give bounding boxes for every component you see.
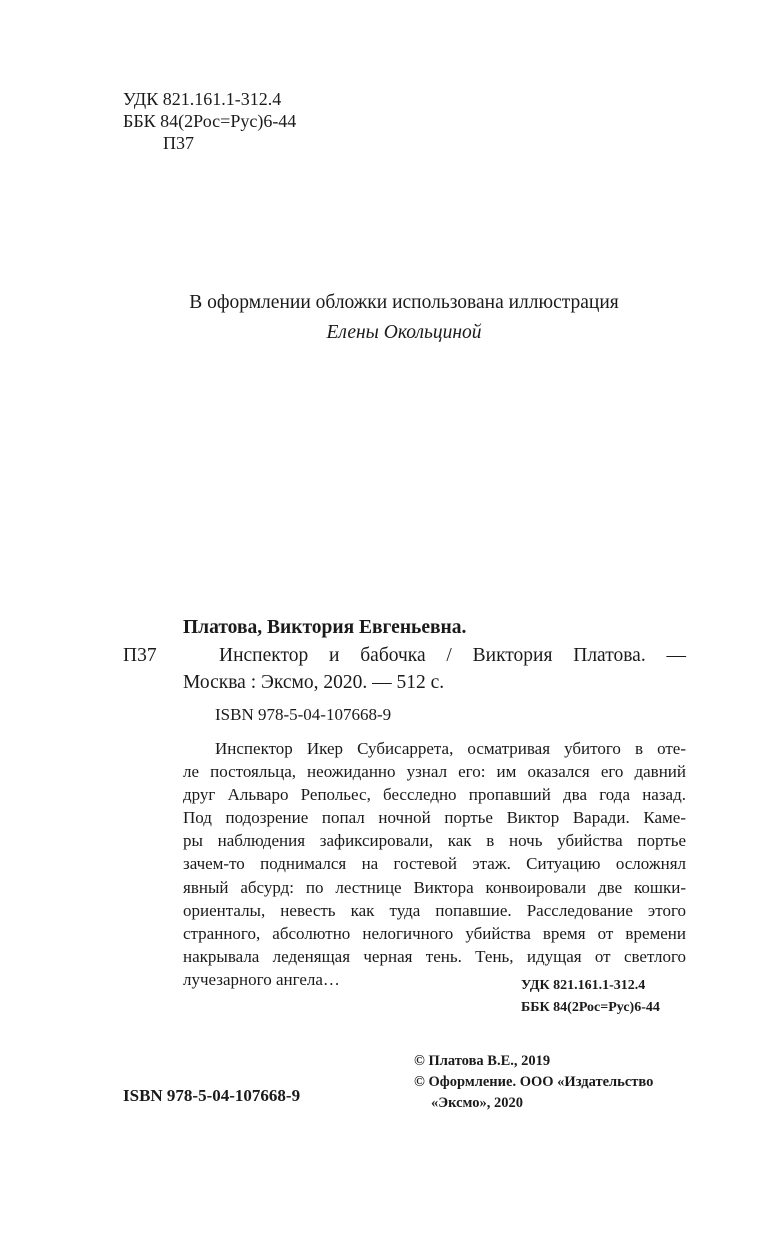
annotation-line: странного, абсолютно нелогичного убийства время от времени bbox=[183, 923, 686, 943]
udk-code-bottom: УДК 821.161.1-312.4 bbox=[521, 978, 646, 993]
annotation-line: лучезарного ангела… bbox=[183, 969, 340, 989]
copyright-design: © Оформление. ООО «Издательство bbox=[414, 1074, 654, 1090]
annotation-line: ле постояльца, неожиданно узнал его: им оказался его давний bbox=[183, 762, 686, 782]
annotation-line: Инспектор Икер Субисаррета, осматривая убитого в оте- bbox=[215, 739, 686, 758]
isbn-catalog: ISBN 978-5-04-107668-9 bbox=[215, 705, 392, 724]
illustration-credit bbox=[0, 288, 768, 348]
classification-codes-top bbox=[123, 88, 296, 154]
illustrator-name: Елены Окольциной bbox=[326, 322, 482, 343]
author-mark: П37 bbox=[163, 133, 194, 153]
book-title-line bbox=[183, 645, 686, 667]
isbn-bottom: ISBN 978-5-04-107668-9 bbox=[123, 1086, 301, 1105]
classification-codes-bottom bbox=[521, 975, 660, 1019]
annotation-paragraph bbox=[183, 737, 686, 991]
annotation-line: зачем-то поднимался на гостевой этаж. Ситуацию осложнял bbox=[183, 854, 686, 874]
publication-info: Москва : Эксмо, 2020. — 512 с. bbox=[183, 672, 445, 693]
annotation-line: друг Альваро Репольес, бесследно пропавший два года назад. bbox=[183, 785, 686, 805]
copyright-block bbox=[414, 1051, 653, 1114]
udk-code: УДК 821.161.1-312.4 bbox=[123, 89, 282, 109]
illustration-credit-text: В оформлении обложки использована иллюстрация bbox=[189, 292, 619, 313]
copyright-design-cont: «Эксмо», 2020 bbox=[431, 1095, 523, 1111]
bbk-code-bottom: ББК 84(2Рос=Рус)6-44 bbox=[521, 1000, 660, 1015]
annotation-line: явный абсурд: по лестнице Виктора конвоировали две кошки- bbox=[183, 877, 686, 897]
book-author: Платова, Виктория Евгеньевна. bbox=[183, 617, 467, 638]
author-mark-side: П37 bbox=[123, 645, 157, 666]
bbk-code: ББК 84(2Рос=Рус)6-44 bbox=[123, 111, 297, 131]
book-title: Инспектор и бабочка / Виктория Платова. — bbox=[219, 645, 686, 666]
copyright-author: © Платова В.Е., 2019 bbox=[414, 1053, 551, 1069]
annotation-line: ры наблюдения зафиксировали, как в ночь убийства портье bbox=[183, 831, 686, 851]
annotation-line: накрывала леденящая черная тень. Тень, идущая от светлого bbox=[183, 946, 686, 966]
annotation-line: ориенталы, невесть как туда попавшие. Расследование этого bbox=[183, 900, 686, 920]
annotation-line: Под подозрение попал ночной портье Виктор Варади. Каме- bbox=[183, 808, 686, 828]
